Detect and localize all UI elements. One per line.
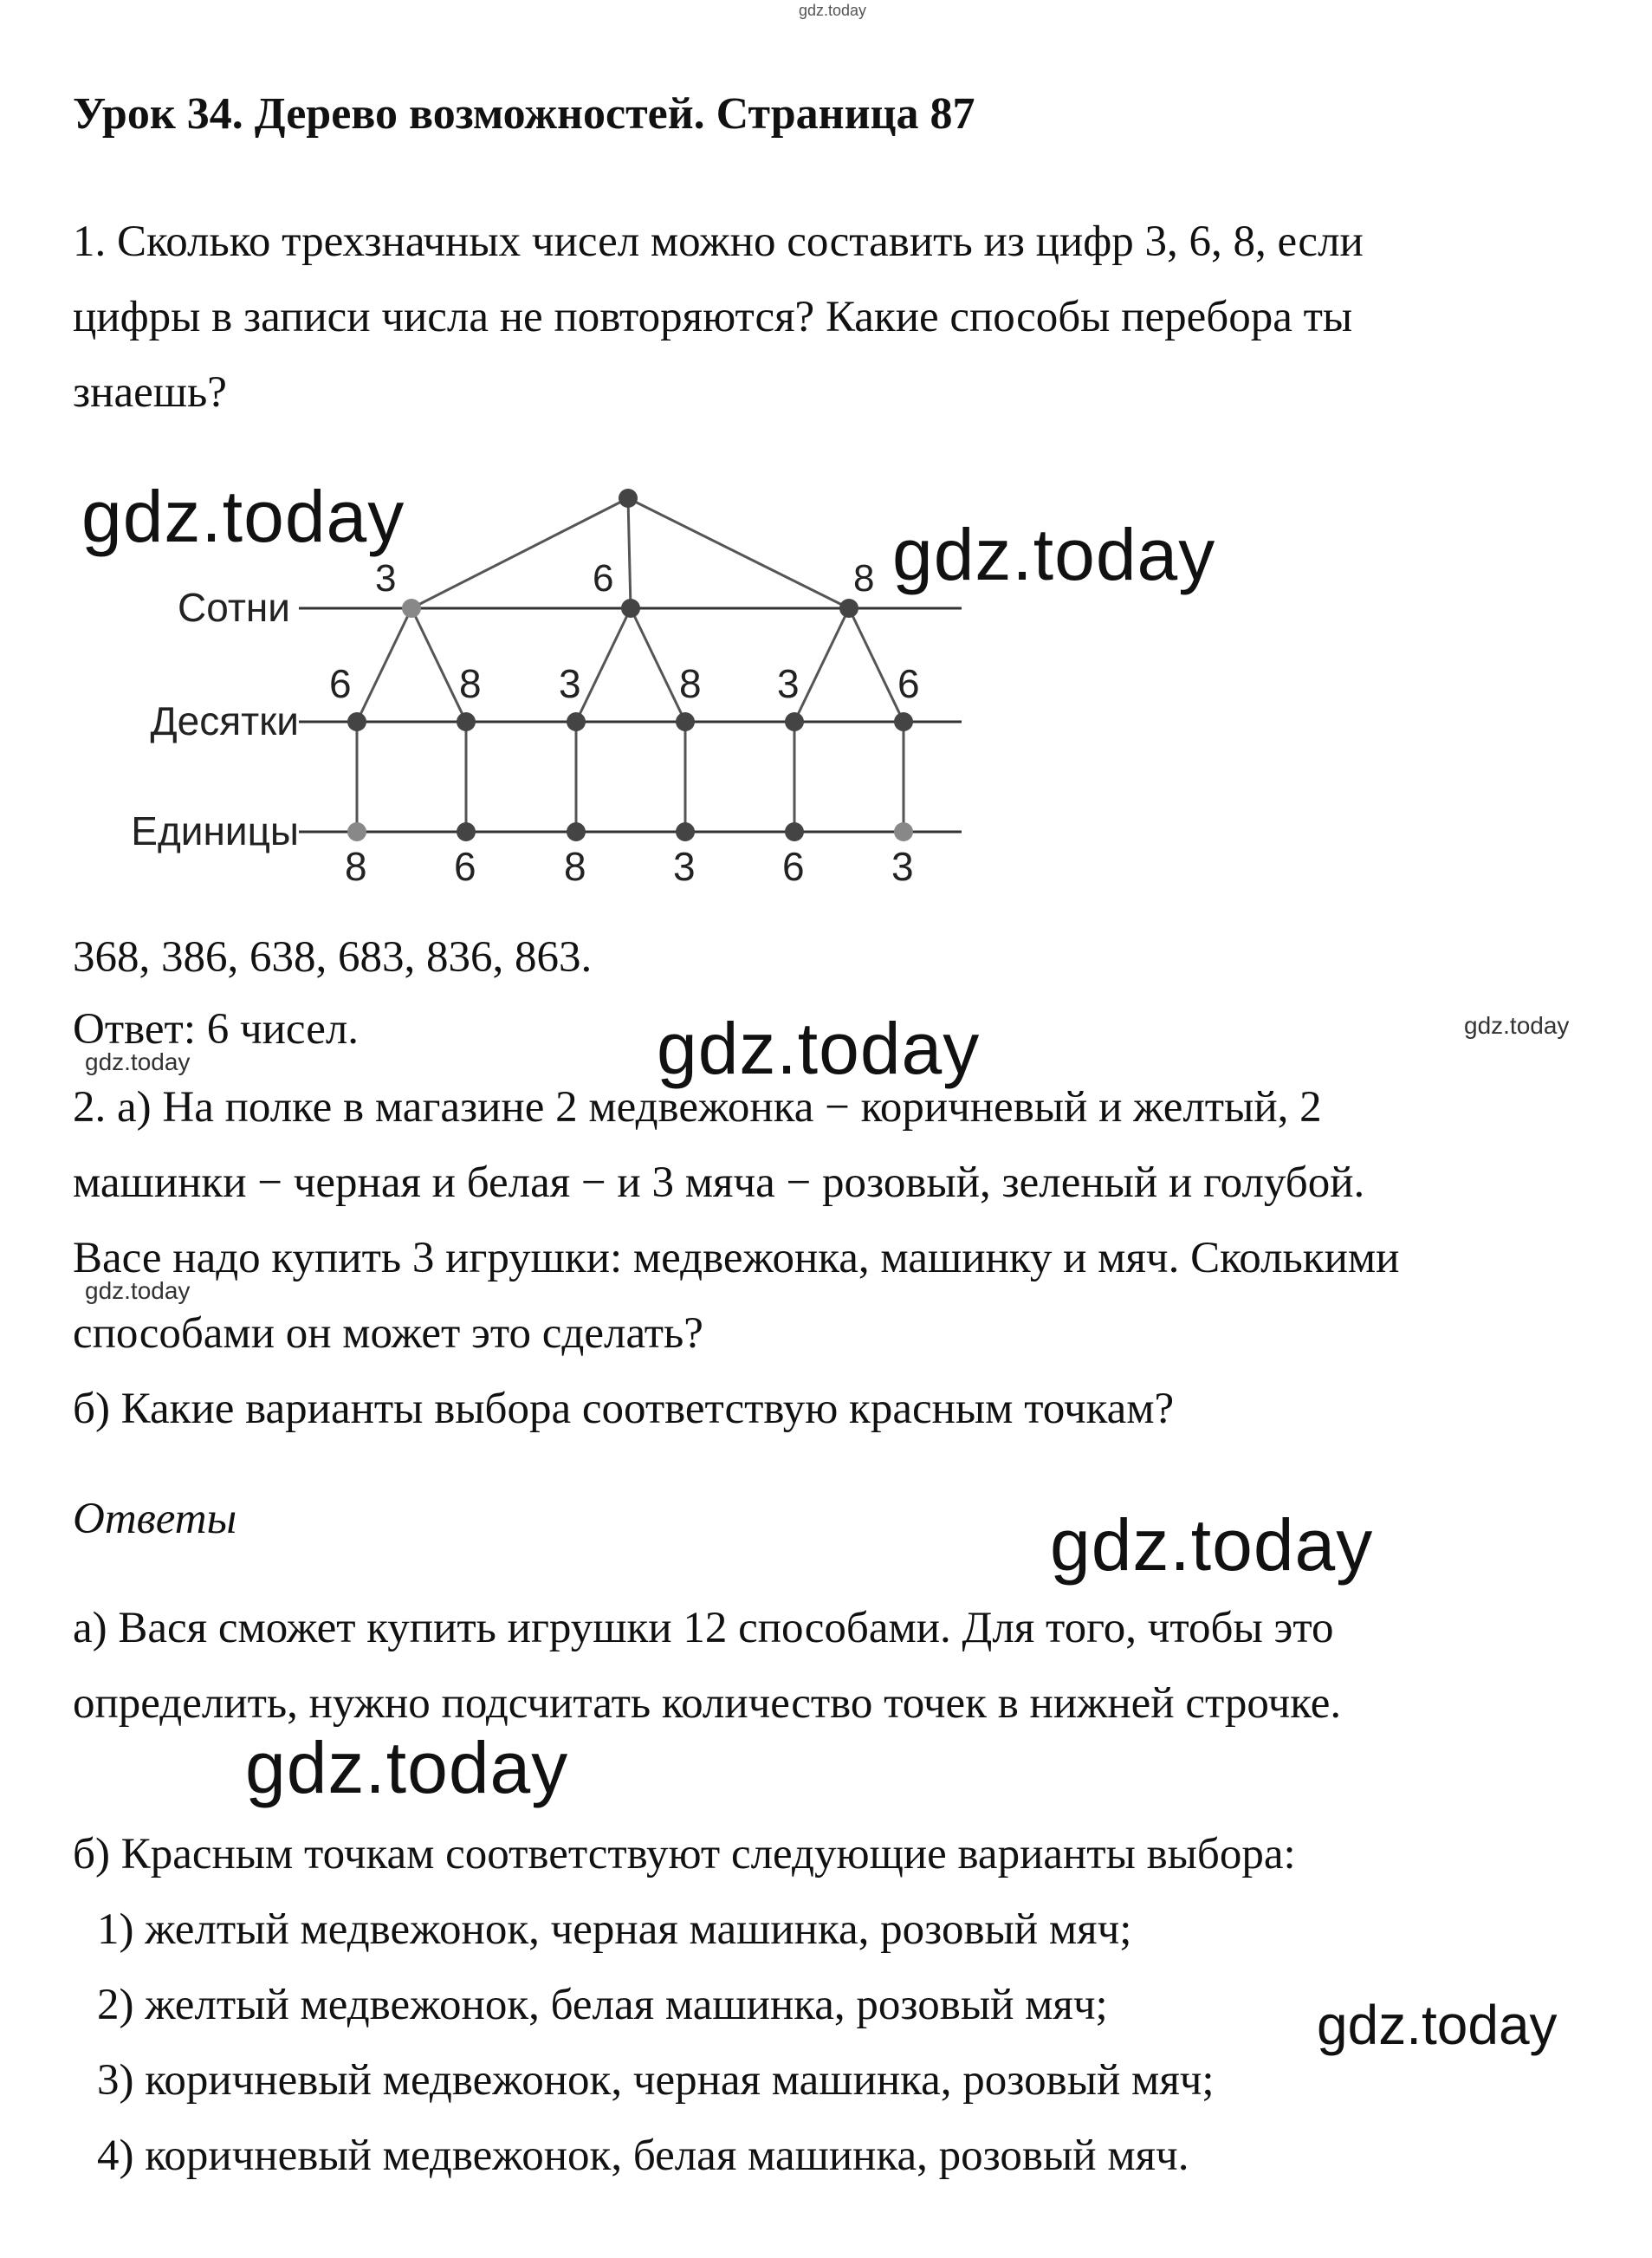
tens-digit: 8 xyxy=(679,661,702,706)
units-node xyxy=(347,822,366,841)
tree-edge xyxy=(576,608,631,722)
hundreds-digit: 8 xyxy=(853,557,875,600)
units-digit: 8 xyxy=(345,844,367,889)
tens-digit: 3 xyxy=(777,661,800,706)
units-node xyxy=(457,822,476,841)
task2-line-3: Васе надо купить 3 игрушки: медвежонка, машинку и мяч. Сколькими xyxy=(73,1234,1400,1282)
watermark-big: gdz.today xyxy=(245,1727,569,1808)
watermark-small: gdz.today xyxy=(85,1277,191,1304)
watermark-big: gdz.today xyxy=(657,1008,981,1089)
tree-edge xyxy=(628,498,631,608)
hundreds-node xyxy=(402,599,421,618)
task2-line-1: 2. а) На полке в магазине 2 медвежонка − коричневый и желтый, 2 xyxy=(73,1083,1322,1132)
tens-node xyxy=(567,712,586,731)
hundreds-digit: 3 xyxy=(375,557,397,600)
answer-b-item-4: 4) коричневый медвежонок, белая машинка, розовый мяч. xyxy=(97,2131,1189,2180)
units-digit: 8 xyxy=(564,844,586,889)
row-label-tens: Десятки xyxy=(150,698,299,743)
tree-edge xyxy=(794,608,849,722)
task2-line-2: машинки − черная и белая − и 3 мяча − розовый, зеленый и голубой. xyxy=(73,1158,1365,1207)
task2-line-5: б) Какие варианты выбора соответствую красным точкам? xyxy=(73,1385,1175,1433)
watermark-small: gdz.today xyxy=(85,1048,191,1075)
tens-digit: 6 xyxy=(329,661,352,706)
task1-line-2: цифры в записи числа не повторяются? Какие способы перебора ты xyxy=(73,293,1353,341)
answer-b-item-1: 1) желтый медвежонок, черная машинка, розовый мяч; xyxy=(97,1905,1132,1954)
tens-node xyxy=(457,712,476,731)
watermark-medium: gdz.today xyxy=(1317,1994,1558,2056)
watermark-big: gdz.today xyxy=(1050,1504,1374,1586)
tree-edge xyxy=(628,498,849,608)
units-digit: 3 xyxy=(673,844,696,889)
task1-numbers: 368, 386, 638, 683, 836, 863. xyxy=(73,933,593,982)
tens-node xyxy=(894,712,913,731)
task1-line-1: 1. Сколько трехзначных чисел можно составить из цифр 3, 6, 8, если xyxy=(73,217,1364,266)
tree-edge xyxy=(411,608,466,722)
units-node xyxy=(894,822,913,841)
page-title: Урок 34. Дерево возможностей. Страница 87 xyxy=(73,89,975,139)
row-label-hundreds: Сотни xyxy=(178,585,290,630)
tens-digit: 6 xyxy=(897,661,920,706)
tree-edge xyxy=(631,608,685,722)
tens-node xyxy=(347,712,366,731)
hundreds-digit: 6 xyxy=(593,557,614,600)
task2-line-4: способами он может это сделать? xyxy=(73,1309,703,1358)
units-node xyxy=(785,822,804,841)
units-node xyxy=(676,822,695,841)
task1-line-3: знаешь? xyxy=(73,368,227,417)
watermark-small: gdz.today xyxy=(1464,1012,1570,1039)
watermark-big: gdz.today xyxy=(81,476,405,557)
row-label-units: Единицы xyxy=(131,808,299,853)
watermark-big: gdz.today xyxy=(892,514,1216,595)
units-digit: 3 xyxy=(891,844,914,889)
tens-node xyxy=(676,712,695,731)
units-digit: 6 xyxy=(782,844,805,889)
tree-edge xyxy=(849,608,904,722)
tree-edge xyxy=(357,608,411,722)
tens-node xyxy=(785,712,804,731)
watermark-top: gdz.today xyxy=(799,2,867,19)
units-node xyxy=(567,822,586,841)
hundreds-node xyxy=(839,599,858,618)
answers-heading: Ответы xyxy=(73,1495,237,1543)
task1-answer: Ответ: 6 чисел. xyxy=(73,1005,360,1054)
answer-a-line-2: определить, нужно подсчитать количество точек в нижней строчке. xyxy=(73,1679,1342,1728)
answer-b-intro: б) Красным точкам соответствуют следующие варианты выбора: xyxy=(73,1830,1296,1878)
tens-digit: 8 xyxy=(459,661,482,706)
hundreds-node xyxy=(621,599,640,618)
units-digit: 6 xyxy=(454,844,476,889)
answer-b-item-2: 2) желтый медвежонок, белая машинка, розовый мяч; xyxy=(97,1981,1108,2029)
answer-b-item-3: 3) коричневый медвежонок, черная машинка, розовый мяч; xyxy=(97,2056,1215,2105)
tens-digit: 3 xyxy=(559,661,581,706)
answer-a-line-1: а) Вася сможет купить игрушки 12 способами. Для того, чтобы это xyxy=(73,1604,1334,1652)
tree-root-node xyxy=(619,489,638,508)
